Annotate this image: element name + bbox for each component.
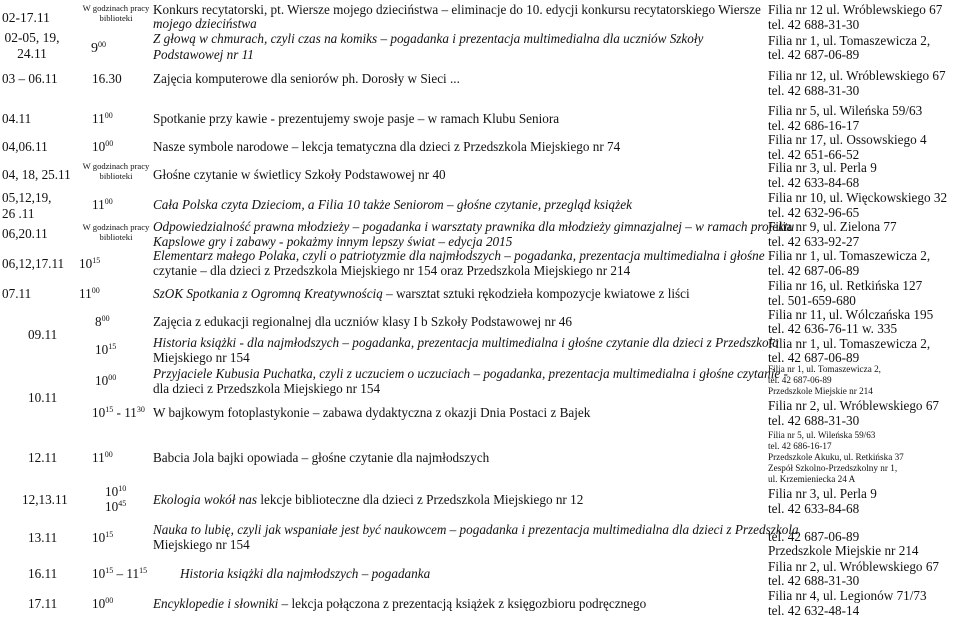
time-cell xyxy=(92,566,147,582)
location: Filia nr 1, ul. Tomaszewicza 2, xyxy=(768,336,931,351)
event-text: Historia książki - dla najmłodszych – pogadanka, prezentacja multimedialna i głośne czytanie dla dzieci z Przedszkola xyxy=(153,335,779,350)
event-text: Spotkanie przy kawie - prezentujemy swoje pasje – w ramach Klubu Seniora xyxy=(153,111,560,126)
time-cell xyxy=(92,530,113,546)
date-cell: 03 – 06.11 xyxy=(2,71,58,86)
time-cell xyxy=(95,314,110,330)
time-minutes: 00 xyxy=(105,596,114,605)
phone: tel. 42 633-84-68 xyxy=(768,501,860,516)
location: Filia nr 3, ul. Perla 9 xyxy=(768,486,877,501)
date-cell: 02-05, 19, 24.11 xyxy=(4,30,60,61)
time-minutes: 15 xyxy=(105,405,114,414)
event-text: Konkurs recytatorski, pt. Wiersze mojego dzieciństwa – eliminacje do 10. edycji konkursu recytatorskiego Wiersze xyxy=(153,2,761,17)
event-text xyxy=(153,492,583,508)
event-description: – warsztat sztuki rękodzieła kompozycje kwiatowe z liści xyxy=(382,286,690,301)
time-cell xyxy=(92,596,113,612)
time-hour: 11 xyxy=(126,566,140,581)
location: Filia nr 10, ul. Więckowskiego 32 xyxy=(768,190,948,205)
location: Filia nr 9, ul. Zielona 77 xyxy=(768,219,897,234)
location-extra: Zespół Szkolno-Przedszkolny nr 1, xyxy=(768,463,898,473)
phone: tel. 42 651-66-52 xyxy=(768,147,860,162)
location: Filia nr 1, ul. Tomaszewicza 2, xyxy=(768,33,931,48)
event-description: – lekcja połączona z prezentacją książek z księgozbioru podręcznego xyxy=(278,596,647,611)
event-text: Nauka to lubię, czyli jak wspaniałe jest być naukowcem – pogadanka i prezentacja multimedialna dla dzieci z Przedszkola xyxy=(153,522,799,537)
date-cell: 17.11 xyxy=(28,596,58,611)
date-cell: 06,12,17.11 xyxy=(2,256,65,271)
phone: tel. 42 687-06-89 xyxy=(768,350,860,365)
time-minutes: 15 xyxy=(92,256,101,265)
time-cell xyxy=(91,41,106,57)
event-text: Cała Polska czyta Dzieciom, a Filia 10 także Seniorom – głośne czytanie, przegląd książek xyxy=(153,197,632,212)
event-text: dla dzieci z Przedszkola Miejskiego nr 154 xyxy=(153,381,381,396)
location: Filia nr 5, ul. Wileńska 59/63 xyxy=(768,103,923,118)
event-text: mojego dzieciństwa xyxy=(153,16,257,31)
event-text: Kapslowe gry i zabawy - pokażmy innym lepszy świat – edycja 2015 xyxy=(153,234,513,249)
event-text: Zajęcia komputerowe dla seniorów ph. Dorosły w Sieci ... xyxy=(153,71,460,86)
phone: tel. 42 688-31-30 xyxy=(768,573,860,588)
time-minutes: 15 xyxy=(108,342,117,351)
time-cell xyxy=(92,139,113,155)
phone: tel. 42 687-06-89 xyxy=(768,47,860,62)
phone: tel. 42 687-06-89 xyxy=(768,263,860,278)
location-extra: ul. Krzemieniecka 24 A xyxy=(768,474,856,484)
date-cell: 04,06.11 xyxy=(2,139,48,154)
phone: tel. 42 688-31-30 xyxy=(768,413,860,428)
event-text: Historia książki dla najmłodszych – pogadanka xyxy=(180,566,431,581)
event-title: Ekologia wokół nas xyxy=(153,492,258,507)
time-cell xyxy=(95,373,116,389)
date-cell: 16.11 xyxy=(28,566,58,581)
event-text: Zajęcia z edukacji regionalnej dla uczniów klasy I b Szkoły Podstawowej nr 46 xyxy=(153,314,572,329)
time-minutes: 00 xyxy=(91,286,100,295)
phone: tel. 42 686-16-17 xyxy=(768,118,860,133)
phone: tel. 42 636-76-11 w. 335 xyxy=(768,321,898,336)
time-minutes: 00 xyxy=(98,40,106,49)
date-cell: 09.11 xyxy=(28,327,58,342)
time-hour: 10 xyxy=(95,342,109,357)
phone: tel. 42 632-96-65 xyxy=(768,205,860,220)
event-text: Przyjaciele Kubusia Puchatka, czyli z uczuciem o uczuciach – pogadanka, prezentacja multimedialna i głośne czytanie - xyxy=(153,366,788,381)
time-hour: 10 xyxy=(92,596,106,611)
date-cell: 12,13.11 xyxy=(22,492,68,507)
hours-note: W godzinach pracy biblioteki xyxy=(82,161,150,181)
time-minutes: 00 xyxy=(101,314,110,323)
time-cell xyxy=(92,405,145,421)
phone: tel. 42 687-06-89 xyxy=(768,529,860,544)
time-hour: 11 xyxy=(92,450,105,465)
time-minutes: 15 xyxy=(105,530,114,539)
location: Filia nr 1, ul. Tomaszewicza 2, xyxy=(768,248,931,263)
location: Filia nr 17, ul. Ossowskiego 4 xyxy=(768,132,927,147)
time-cell xyxy=(79,256,100,272)
phone: tel. 42 686-16-17 xyxy=(768,441,832,451)
location: Filia nr 12, ul. Wróblewskiego 67 xyxy=(768,68,946,83)
time-hour: 10 xyxy=(92,139,106,154)
phone: tel. 42 688-31-30 xyxy=(768,17,860,32)
phone: tel. 501-659-680 xyxy=(768,293,856,308)
time-cell xyxy=(79,286,100,302)
time-cell xyxy=(92,111,113,127)
time-separator: - xyxy=(113,405,125,420)
time-minutes: 00 xyxy=(104,450,113,459)
event-title: SzOK Spotkania z Ogromną Kreatywnością xyxy=(153,286,383,301)
date-cell: 02-17.11 xyxy=(2,10,50,25)
location: Filia nr 1, ul. Tomaszewicza 2, xyxy=(768,364,881,374)
phone: tel. 42 633-92-27 xyxy=(768,234,860,249)
location: Filia nr 2, ul. Wróblewskiego 67 xyxy=(768,398,940,413)
location-extra: Przedszkole Akuku, ul. Retkińska 37 xyxy=(768,452,904,462)
time-cell xyxy=(105,484,126,514)
time-minutes: 00 xyxy=(108,373,117,382)
time-cell xyxy=(92,197,113,213)
location-extra: Przedszkole Miejskie nr 214 xyxy=(768,386,873,396)
time-hour: 8 xyxy=(95,314,102,329)
time-minutes: 45 xyxy=(118,499,127,508)
time-hour: 10 xyxy=(92,530,106,545)
location: Filia nr 2, ul. Wróblewskiego 67 xyxy=(768,559,940,574)
time-minutes: 10 xyxy=(118,484,127,493)
hours-note: W godzinach pracy biblioteki xyxy=(82,3,150,23)
time-minutes: 30 xyxy=(136,405,145,414)
time-hour: 10 xyxy=(105,499,119,514)
time-minutes: 15 xyxy=(139,566,148,575)
event-text xyxy=(153,286,690,302)
date-cell: 04, 18, 25.11 xyxy=(2,167,71,182)
phone: tel. 42 688-31-30 xyxy=(768,83,860,98)
date-cell: 07.11 xyxy=(2,286,32,301)
time-minutes: 00 xyxy=(104,111,113,120)
date-cell: 06,20.11 xyxy=(2,226,48,241)
location: Filia nr 3, ul. Perla 9 xyxy=(768,160,877,175)
location: Filia nr 4, ul. Legionów 71/73 xyxy=(768,588,927,603)
time-hour: 11 xyxy=(92,197,105,212)
time-cell: 16.30 xyxy=(92,71,122,86)
location: Filia nr 16, ul. Retkińska 127 xyxy=(768,278,923,293)
event-text: Miejskiego nr 154 xyxy=(153,350,250,365)
phone: tel. 42 632-48-14 xyxy=(768,603,860,618)
location: Filia nr 12 ul. Wróblewskiego 67 xyxy=(768,2,943,17)
date-cell: 04.11 xyxy=(2,111,32,126)
event-title: Encyklopedie i słowniki xyxy=(153,596,279,611)
time-minutes: 00 xyxy=(104,197,113,206)
time-hour: 11 xyxy=(79,286,92,301)
event-text: Odpowiedzialność prawna młodzieży – pogadanka i warsztaty prawnika dla młodzieży gimnazjalnej – w ramach projektu xyxy=(153,219,795,234)
time-cell xyxy=(92,450,113,466)
event-text: Głośne czytanie w świetlicy Szkoły Podstawowej nr 40 xyxy=(153,167,446,182)
time-hour: 10 xyxy=(105,484,119,499)
time-hour: 10 xyxy=(79,256,93,271)
event-text: czytanie – dla dzieci z Przedszkola Miejskiego nr 154 oraz Przedszkola Miejskiego nr 214 xyxy=(153,263,631,278)
date-cell: 05,12,19, 26 .11 xyxy=(2,190,52,221)
event-text: Nasze symbole narodowe – lekcja tematyczna dla dzieci z Przedszkola Miejskiego nr 74 xyxy=(153,139,621,154)
time-minutes: 15 xyxy=(105,566,114,575)
time-hour: 9 xyxy=(91,41,98,56)
location-extra: Przedszkole Miejskie nr 214 xyxy=(768,543,919,558)
date-cell: 12.11 xyxy=(28,450,58,465)
event-text: Babcia Jola bajki opowiada – głośne czytanie dla najmłodszych xyxy=(153,450,490,465)
time-hour: 10 xyxy=(95,373,109,388)
date-cell: 10.11 xyxy=(28,390,58,405)
event-description: lekcje biblioteczne dla dzieci z Przedszkola Miejskiego nr 12 xyxy=(257,492,584,507)
event-text: Miejskiego nr 154 xyxy=(153,537,250,552)
time-minutes: 00 xyxy=(105,139,114,148)
time-cell xyxy=(95,342,116,358)
phone: tel. 42 633-84-68 xyxy=(768,175,860,190)
event-title: Z głową w chmurach, czyli czas na komiks – pogadanka i prezentacja multimedialna dla uczniów Szkoły Podstawowej nr 11 xyxy=(153,31,704,62)
date-cell: 13.11 xyxy=(28,530,58,545)
event-text: Elementarz małego Polaka, czyli o patriotyzmie dla najmłodszych – pogadanka, prezentacja multimedialna i głośne xyxy=(153,248,765,263)
phone: tel. 42 687-06-89 xyxy=(768,375,832,385)
time-hour: 10 xyxy=(92,405,106,420)
event-text: W bajkowym fotoplastykonie – zabawa dydaktyczna z okazji Dnia Postaci z Bajek xyxy=(153,405,591,420)
hours-note: W godzinach pracy biblioteki xyxy=(82,222,150,242)
location: Filia nr 5, ul. Wileńska 59/63 xyxy=(768,430,876,440)
time-hour: 11 xyxy=(124,405,137,420)
time-hour: 11 xyxy=(92,111,105,126)
location: Filia nr 11, ul. Wólczańska 195 xyxy=(768,307,934,322)
time-hour: 10 xyxy=(92,566,106,581)
event-text xyxy=(153,596,646,612)
time-separator: – xyxy=(113,566,127,581)
event-text xyxy=(153,31,753,62)
